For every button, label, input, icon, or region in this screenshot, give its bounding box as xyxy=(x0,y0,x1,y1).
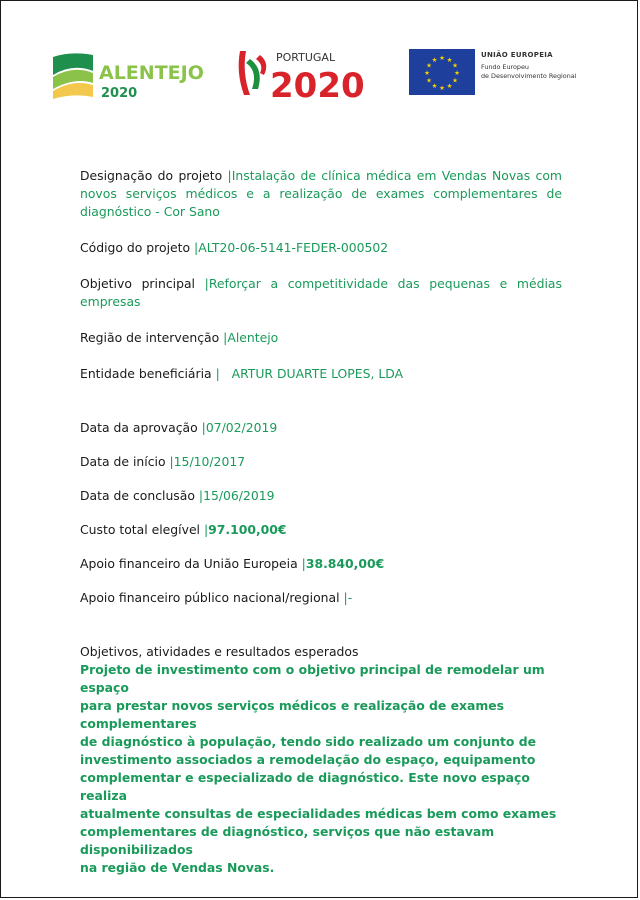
alentejo-emblem-icon xyxy=(51,49,216,101)
objectives-section xyxy=(80,643,562,877)
objectives-text xyxy=(80,661,562,877)
field-data-conclusao xyxy=(80,487,562,505)
svg-text:★: ★ xyxy=(439,54,445,62)
field-objetivo xyxy=(80,275,562,311)
field-data-aprovacao xyxy=(80,419,562,437)
svg-text:★: ★ xyxy=(431,56,438,64)
regiao-value: Alentejo xyxy=(227,330,279,345)
svg-text:★: ★ xyxy=(454,69,460,77)
field-custo xyxy=(80,521,562,539)
portugal-emblem-icon xyxy=(234,45,384,103)
objectives-title: Objetivos, atividades e resultados esperados xyxy=(80,644,359,659)
data-conclusao-value: 15/06/2019 xyxy=(203,488,275,503)
logo-bar xyxy=(51,45,597,105)
field-data-inicio xyxy=(80,453,562,471)
separator: | xyxy=(203,522,209,537)
data-aprovacao-value: 07/02/2019 xyxy=(205,420,278,435)
svg-text:★: ★ xyxy=(426,61,432,70)
objectives-line: atualmente consultas de especialidades médicas bem como exames xyxy=(80,806,557,821)
separator: | xyxy=(169,454,174,469)
svg-text:★: ★ xyxy=(452,61,458,70)
separator: | xyxy=(301,556,306,571)
field-apoio-nacional xyxy=(80,589,562,607)
portugal-year-text: 2020 xyxy=(270,66,365,103)
objectives-line: complementar e especializado de diagnóstico. Este novo espaço realiza xyxy=(80,770,530,803)
custo-label: Custo total elegível xyxy=(80,522,201,537)
data-inicio-label: Data de início xyxy=(80,454,166,469)
alentejo-2020-logo xyxy=(51,49,216,101)
separator: | xyxy=(198,488,204,503)
portugal-2020-logo xyxy=(234,45,384,103)
eu-title: UNIÃO EUROPEIA xyxy=(481,51,553,59)
svg-text:★: ★ xyxy=(452,76,458,85)
svg-text:★: ★ xyxy=(446,56,453,64)
portugal-name-text: PORTUGAL xyxy=(276,51,336,64)
field-codigo xyxy=(80,239,562,257)
field-regiao xyxy=(80,329,562,347)
designacao-label: Designação do projeto xyxy=(80,168,223,183)
separator: | xyxy=(201,420,206,435)
project-info xyxy=(80,167,562,877)
data-inicio-value: 15/10/2017 xyxy=(173,454,246,469)
svg-text:★: ★ xyxy=(446,82,453,90)
field-entidade xyxy=(80,365,562,383)
regiao-label: Região de intervenção xyxy=(80,330,220,345)
svg-text:★: ★ xyxy=(439,84,445,92)
separator: | xyxy=(204,276,209,291)
eu-flag-icon xyxy=(409,49,475,95)
objectives-line: para prestar novos serviços médicos e realização de exames complementares xyxy=(80,698,505,731)
data-aprovacao-label: Data da aprovação xyxy=(80,420,198,435)
codigo-label: Código do projeto xyxy=(80,240,191,255)
separator: | xyxy=(223,330,228,345)
svg-text:★: ★ xyxy=(424,69,430,77)
field-apoio-ue xyxy=(80,555,562,573)
objectives-line: na região de Vendas Novas. xyxy=(80,860,275,875)
alentejo-year-text: 2020 xyxy=(101,86,138,101)
apoio-ue-label: Apoio financeiro da União Europeia xyxy=(80,556,298,571)
separator: | xyxy=(194,240,199,255)
eu-fund-line1: Fundo Europeu xyxy=(481,63,529,71)
data-conclusao-label: Data de conclusão xyxy=(80,488,195,503)
objectives-line: de diagnóstico à população, tendo sido realizado um conjunto de xyxy=(80,734,537,749)
apoio-nacional-label: Apoio financeiro público nacional/regional xyxy=(80,590,340,605)
objectives-line: Projeto de investimento com o objetivo principal de remodelar um espaço xyxy=(80,662,545,695)
svg-text:★: ★ xyxy=(431,82,438,90)
objectives-line: complementares de diagnóstico, serviços que não estavam disponibilizados xyxy=(80,824,495,857)
objetivo-value: Reforçar a competitividade das pequenas e médias empresas xyxy=(80,276,562,309)
objetivo-label: Objetivo principal xyxy=(80,276,195,291)
entidade-value: ARTUR DUARTE LOPES, LDA xyxy=(231,366,404,381)
separator: | xyxy=(343,590,348,605)
apoio-ue-value: 38.840,00€ xyxy=(305,556,385,571)
alentejo-name-text: ALENTEJO xyxy=(99,62,204,84)
field-designacao xyxy=(80,167,562,221)
custo-value: 97.100,00€ xyxy=(208,522,287,537)
svg-text:★: ★ xyxy=(426,76,432,85)
entidade-label: Entidade beneficiária xyxy=(80,366,212,381)
separator: | xyxy=(215,366,220,381)
eu-fund-logo xyxy=(409,49,640,99)
apoio-nacional-value: - xyxy=(347,590,353,605)
objectives-line: investimento associados a remodelação do espaço, equipamento xyxy=(80,752,536,767)
designacao-value: Instalação de clínica médica em Vendas Novas com novos serviços médicos e a realização de exames complementares de diagnóstico - Cor Sano xyxy=(80,168,562,219)
codigo-value: ALT20-06-5141-FEDER-000502 xyxy=(198,240,389,255)
separator: | xyxy=(227,168,232,183)
eu-fund-line2: de Desenvolvimento Regional xyxy=(481,72,577,80)
